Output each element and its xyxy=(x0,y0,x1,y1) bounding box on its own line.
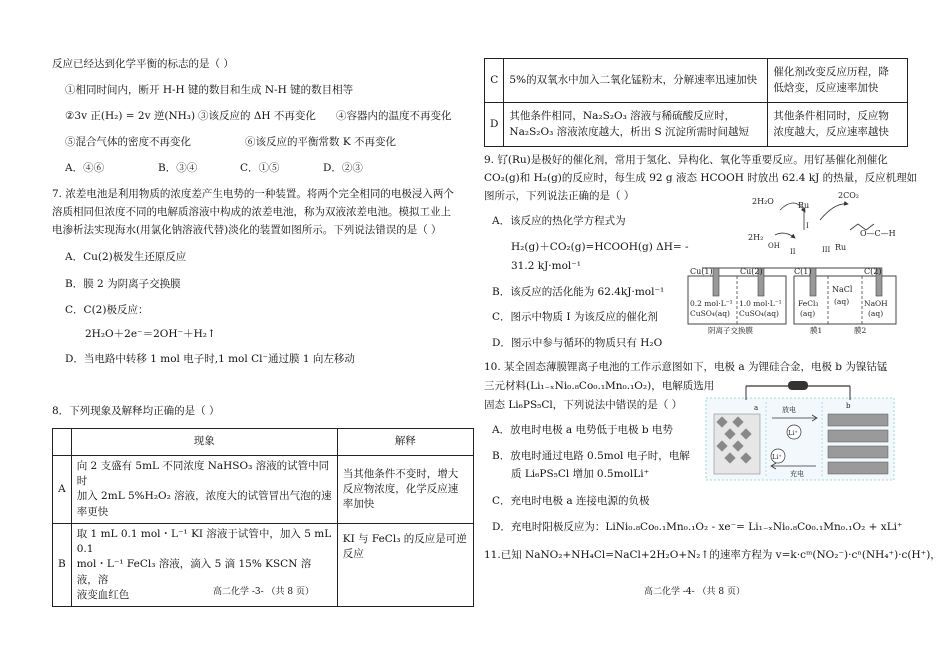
statement-2: ②3v 正(H₂) = 2v 逆(NH₃) xyxy=(65,110,196,122)
question-10-option-c: C．充电时电极 a 连接电源的负极 xyxy=(492,495,650,507)
question-7-option-b: B．膜 2 为阴离子交换膜 xyxy=(65,278,181,290)
row-label: A xyxy=(53,456,72,524)
cell-solution-1a: 0.2 mol·L⁻¹ xyxy=(690,299,733,308)
choice-a: A．④⑥ xyxy=(65,162,105,174)
question-10-option-b-line2: 质 Li₆PS₅Cl 增加 0.5molLi⁺ xyxy=(511,468,650,480)
row-b-explanation-1: KI 与 FeCl₃ 的反应是可逆 xyxy=(342,532,467,545)
question-9-option-a: A．该反应的热化学方程式为 xyxy=(492,215,626,227)
row-d-explanation-2: 浓度越大，反应速率越快 xyxy=(773,125,889,138)
row-c-explanation-2: 低焓变，反应速率加快 xyxy=(773,81,879,94)
row-b-phenomenon-3: 液变血红色 xyxy=(76,588,130,601)
table-row xyxy=(485,103,908,147)
statement-6: ⑥该反应的平衡常数 K 不再变化 xyxy=(245,136,397,148)
page-footer-right: 高二化学 -4- （共 8 页） xyxy=(644,587,745,597)
table-row xyxy=(53,456,474,524)
row-label: D xyxy=(485,103,504,147)
row-b-phenomenon-1: 取 1 mL 0.1 mol・L⁻¹ KI 溶液于试管中，加入 5 mL 0.1 xyxy=(76,527,332,556)
battery-discharge-label: 放电 xyxy=(782,406,796,414)
question-10-line1: 10. 某全固态薄膜锂离子电池的工作示意图如下，电极 a 为锂硅合金，电极 b 为镍钴锰 xyxy=(484,361,888,373)
cell-label-c2: C(2) xyxy=(864,267,882,276)
cell-label-cu2: Cu(2) xyxy=(740,267,763,276)
question-7-option-c: C．C(2)极反应： xyxy=(65,304,149,316)
statement-4: ④容器内的温度不再变化 xyxy=(336,110,452,122)
cell-label-nacl: NaCl xyxy=(832,285,853,294)
battery-li-ion-label: Li⁺ xyxy=(788,429,798,437)
mech-species-i-label: I xyxy=(806,222,809,230)
question-7-line3: 电渗析法实现海水(用氯化钠溶液代替)淡化的装置如图所示。下列说法错误的是（ ） xyxy=(52,224,442,236)
question-9-option-a-equation-2: 31.2 kJ·mol⁻¹ xyxy=(511,260,582,272)
cell-solution-3a: FeCl₃ xyxy=(798,299,819,308)
table-header-phenomenon: 现象 xyxy=(71,429,337,456)
question-7-line1: 7. 浓差电池是利用物质的浓度差产生电势的一种装置。将两个完全相同的电极浸入两个 xyxy=(52,188,454,200)
cell-solution-2b: CuSO₄(aq) xyxy=(739,309,779,318)
cell-solution-4: (aq) xyxy=(834,297,850,306)
mech-co2-label: 2CO₂ xyxy=(838,191,859,200)
mech-arrow xyxy=(775,233,795,238)
row-a-explanation-1: 当其他条件不变时，增大 xyxy=(342,467,459,480)
mech-formate-label: O—C—H xyxy=(860,229,896,238)
battery-load xyxy=(788,381,808,390)
question-8-table-continued xyxy=(484,58,908,147)
row-a-phenomenon-1: 向 2 支盛有 5mL 不同浓度 NaHSO₃ 溶液的试管中同时 xyxy=(76,460,330,488)
cell-solution-3b: (aq) xyxy=(800,309,816,318)
battery-charge-label: 充电 xyxy=(790,470,804,478)
membrane-label-anion: 阴离子交换膜 xyxy=(708,326,753,334)
row-a-explanation-2: 反应物浓度，化学反应速 xyxy=(342,482,459,495)
mech-ru-label: Ru xyxy=(835,243,847,252)
row-a-explanation-3: 率加快 xyxy=(342,498,375,511)
question-9-line1: 9. 钌(Ru)是极好的催化剂，常用于氢化、异构化、氧化等重要反应。用钌基催化剂催化 xyxy=(484,154,888,166)
question-7-option-a: A．Cu(2)极发生还原反应 xyxy=(65,251,187,263)
electrode-cu1 xyxy=(713,268,719,296)
mech-h2-label: 2H₂ xyxy=(748,233,764,242)
row-label: B xyxy=(53,523,72,606)
membrane-label-1: 膜1 xyxy=(810,326,823,334)
cell-label-cu1: Cu(1) xyxy=(690,267,713,276)
question-10-line2: 三元材料(Li₁₋ₓNi₀.₈Co₀.₁Mn₀.₁O₂)，电解质选用 xyxy=(484,380,715,392)
table-row xyxy=(485,59,908,103)
question-7-line2: 溶质相同但浓度不同的电解质溶液中构成的浓差电池，称为双液浓差电池。模拟工业上 xyxy=(52,206,451,218)
question-9-line2: CO₂(g)和 H₂(g)的反应时，每生成 92 g 液态 HCOOH 时放出 62.4 kJ 的热量，反应机理如 xyxy=(484,172,918,184)
question-6-intro: 反应已经达到化学平衡的标志的是（ ） xyxy=(52,58,234,70)
mech-arrow xyxy=(820,204,848,220)
mech-species-ii-label: II xyxy=(790,248,796,256)
choice-d: D．②③ xyxy=(323,162,363,174)
table-header-explanation: 解释 xyxy=(337,429,473,456)
question-11: 11.已知 NaNO₂+NH₄Cl=NaCl+2H₂O+N₂↑的速率方程为 v=k·cᵐ(NO₂⁻)·cⁿ(NH₄⁺)·c(H⁺)， xyxy=(484,549,941,561)
reaction-mechanism-diagram xyxy=(740,190,900,260)
statement-3: ③该反应的 ΔH 不再变化 xyxy=(198,110,316,122)
choice-c: C．①⑤ xyxy=(240,162,280,174)
question-9-option-b: B．该反应的活化能为 62.4kJ·mol⁻¹ xyxy=(492,286,665,298)
row-label: C xyxy=(485,59,504,103)
page-footer-left: 高二化学 -3- （共 8 页） xyxy=(213,587,314,597)
row-b-explanation-2: 反应 xyxy=(342,548,364,561)
choice-b: B．③④ xyxy=(158,162,198,174)
row-c-explanation-1: 催化剂改变反应历程，降 xyxy=(773,66,889,79)
question-9-line3: 图所示，下列说法正确的是（ ） xyxy=(484,190,635,202)
mech-ru-label: Ru xyxy=(798,201,810,210)
cell-label-c1: C(1) xyxy=(794,267,812,276)
question-10-line3: 固态 Li₆PS₅Cl，下列说法中错误的是（ ） xyxy=(484,399,683,411)
row-d-phenomenon-1: 其他条件相同，Na₂S₂O₃ 溶液与稀硫酸反应时， xyxy=(509,110,736,123)
row-d-explanation-1: 其他条件相同时，反应物 xyxy=(773,110,889,123)
question-9-option-a-equation: H₂(g)＋CO₂(g)=HCOOH(g) ΔH= - xyxy=(511,241,689,253)
statement-1: ①相同时间内，断开 H-H 键的数目和生成 N-H 键的数目相等 xyxy=(65,84,354,96)
question-7-option-c-equation: 2H₂O＋2e⁻＝2OH⁻＋H₂↑ xyxy=(85,328,216,340)
mech-species-iii-label: III xyxy=(822,246,831,254)
cell-solution-2a: 1.0 mol·L⁻¹ xyxy=(739,299,782,308)
question-9-option-d: D．图示中参与循环的物质只有 H₂O xyxy=(492,337,663,349)
battery-diagram xyxy=(700,372,900,482)
membrane-label-2: 膜2 xyxy=(854,326,867,334)
row-b-phenomenon-2: mol・L⁻¹ FeCl₃ 溶液，滴入 5 滴 15% KSCN 溶液，溶 xyxy=(76,558,312,586)
mech-h2o-label: 2H₂O xyxy=(752,197,774,206)
electrode-a-grid xyxy=(714,414,760,474)
row-a-phenomenon-2: 加入 2mL 5%H₂O₂ 溶液，浓度大的试管冒出气泡的速 xyxy=(76,490,332,503)
question-10-option-a: A．放电时电极 a 电势低于电极 b 电势 xyxy=(492,424,673,436)
question-7-option-d: D．当电路中转移 1 mol 电子时,1 mol Cl⁻通过膜 1 向左移动 xyxy=(65,353,355,365)
mech-oh-label: OH xyxy=(768,242,780,250)
row-a-phenomenon-3: 率更快 xyxy=(76,505,109,518)
concentration-cell-diagram xyxy=(686,260,898,334)
question-10-option-d: D．充电时阳极反应为：LiNi₀.₈Co₀.₁Mn₀.₁O₂ - xe⁻= Li₁₋ₓNi₀.₈Co₀.₁Mn₀.₁O₂ + xLi⁺ xyxy=(492,521,903,533)
question-10-option-b-line1: B．放电时通过电路 0.5mol 电子时，电解 xyxy=(492,450,690,462)
row-c-phenomenon: 5%的双氧水中加入二氧化锰粉末，分解速率迅速加快 xyxy=(504,59,768,103)
statement-5: ⑤混合气体的密度不再变化 xyxy=(65,136,191,148)
battery-electrode-a-label: a xyxy=(754,404,759,412)
row-d-phenomenon-2: Na₂S₂O₃ 溶液浓度越大，析出 S 沉淀所需时间越短 xyxy=(509,125,750,138)
question-8: 8．下列现象及解释均正确的是（ ） xyxy=(52,405,220,417)
question-9-option-c: C．图示中物质 I 为该反应的催化剂 xyxy=(492,311,658,323)
battery-electrode-b-label: b xyxy=(846,402,851,410)
cell-solution-1b: CuSO₄(aq) xyxy=(690,309,730,318)
battery-li-ion-label: Li⁺ xyxy=(772,453,782,461)
cell-solution-5b: (aq) xyxy=(868,309,884,318)
cell-solution-5a: NaOH xyxy=(864,299,888,308)
question-8-table xyxy=(52,428,474,607)
